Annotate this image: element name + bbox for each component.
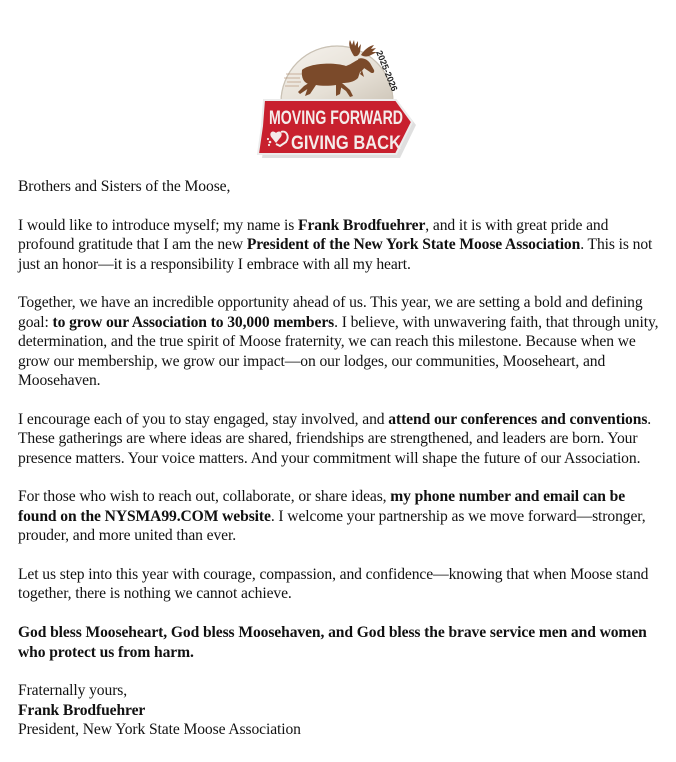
letter-body bbox=[18, 177, 663, 740]
president-title-bold: President of the New York State Moose Association bbox=[246, 236, 581, 254]
goal-text-2: . I believe, with unwavering faith, that through unity, determination, and the true spirit of Moose fraternity, we can reach this milestone. Because when we grow our membership, we grow our impact—on our lodges, our communities, Mooseheart, and Moosehaven. bbox=[18, 313, 659, 390]
membership-goal-bold: to grow our Association to 30,000 members bbox=[52, 313, 335, 331]
salutation: Brothers and Sisters of the Moose, bbox=[18, 178, 231, 195]
blessing-paragraph bbox=[18, 623, 663, 662]
goal-paragraph bbox=[18, 293, 663, 390]
signature-block bbox=[18, 681, 663, 739]
signer-name: Frank Brodfuehrer bbox=[18, 701, 146, 719]
years-label: 2025-2026 bbox=[374, 49, 400, 93]
intro-paragraph bbox=[18, 216, 663, 274]
conferences-bold: attend our conferences and conventions bbox=[388, 410, 648, 428]
intro-text-1: I would like to introduce myself; my name is bbox=[18, 216, 299, 234]
moving-forward-giving-back-logo bbox=[254, 28, 419, 160]
closing-salutation: Fraternally yours, bbox=[18, 682, 128, 700]
logo-line-1: MOVING FORWARD bbox=[269, 108, 403, 129]
engagement-text-2: . These gatherings are where ideas are shared, friendships are strengthened, and leaders are born. Your presence matters. Your voice matters. And your commitment will shape the future of our Association. bbox=[18, 410, 652, 467]
contact-info-bold: my phone number and email can be found on the NYSMA99.COM website bbox=[18, 488, 626, 525]
intro-text-2: , and it is with great pride and profound gratitude that I am the new bbox=[18, 216, 609, 254]
intro-text-3: . This is not just an honor—it is a responsibility I embrace with all my heart. bbox=[18, 236, 653, 273]
engagement-paragraph bbox=[18, 410, 663, 468]
blessing-bold: God bless Mooseheart, God bless Moosehaven, and God bless the brave service men and women who protect us from harm. bbox=[18, 624, 647, 661]
closing-paragraph: Let us step into this year with courage, compassion, and confidence—knowing that when Moose stand together, there is nothing we cannot achieve. bbox=[18, 566, 649, 603]
author-name-bold: Frank Brodfuehrer bbox=[298, 216, 426, 234]
contact-paragraph bbox=[18, 487, 663, 545]
signer-title: President, New York State Moose Association bbox=[18, 721, 301, 739]
contact-text-1: For those who wish to reach out, collaborate, or share ideas, bbox=[18, 488, 391, 506]
contact-text-2: . I welcome your partnership as we move forward—stronger, prouder, and more united than ever. bbox=[18, 507, 646, 545]
engagement-text-1: I encourage each of you to stay engaged, stay involved, and bbox=[18, 410, 389, 428]
goal-text-1: Together, we have an incredible opportunity ahead of us. This year, we are setting a bold and defining goal: bbox=[18, 294, 643, 331]
logo-graphic bbox=[254, 28, 419, 160]
logo-line-2: GIVING BACK bbox=[291, 133, 402, 154]
